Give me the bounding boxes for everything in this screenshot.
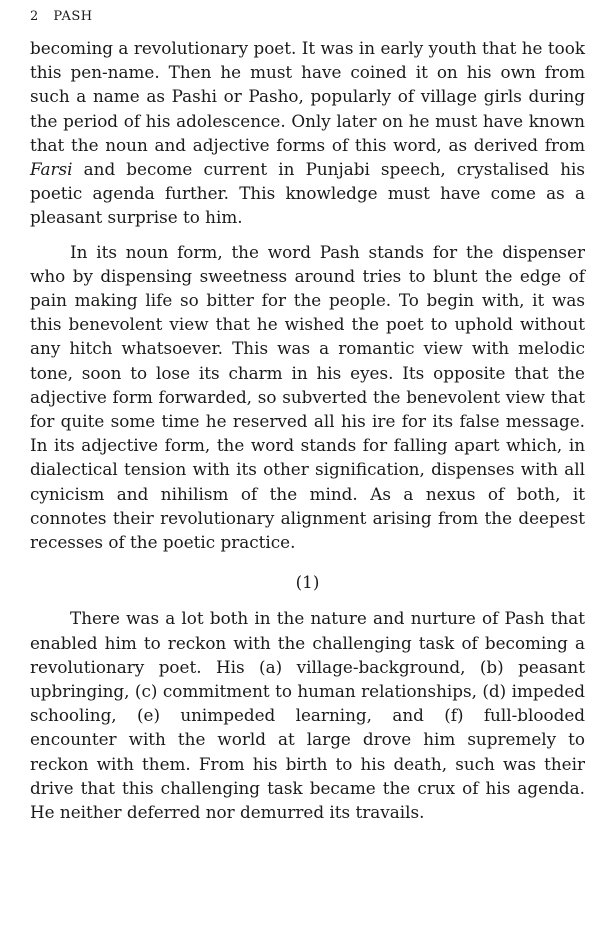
running-header	[30, 2, 585, 32]
emphasized-word: Farsi	[30, 159, 73, 180]
paragraph-noun-form: In its noun form, the word Pash stands for the dispenser who by dispensing sweetness around tries to blunt the edge of pain making life so bitter for the people. To begin with, it was this benevolent view that he wished the poet to uphold without any hitch whatsoever. This was a romantic view with melodic tone, soon to lose its charm in his eyes. Its opposite that the adjective form forwarded, so subverted the benevolent view that for quite some time he reserved all his ire for its false message. In its adjective form, the word stands for falling apart which, in dialectical tension with its other signification, dispenses with all cynicism and nihilism of the mind. As a nexus of both, it connotes their revolutionary alignment arising from the deepest recesses of the poetic practice.	[30, 241, 585, 553]
book-page	[30, 0, 585, 824]
paragraph-continuation	[30, 36, 585, 230]
running-title: PASH	[53, 9, 93, 24]
paragraph-text: and become current in Punjabi speech, crystalised his poetic agenda further. This knowledge must have come as a pleasant surprise to him.	[30, 159, 585, 228]
paragraph-nature-nurture: There was a lot both in the nature and nurture of Pash that enabled him to reckon with the challenging task of becoming a revolutionary poet. His (a) village-background, (b) peasant upbringing, (c) commitment to human relationships, (d) impeded schooling, (e) unimpeded learning, and (f) full-blooded encounter with the world at large drove him supremely to reckon with them. From his birth to his death, such was their drive that this challenging task became the crux of his agenda. He neither deferred nor demurred its travails.	[30, 608, 585, 823]
page-number: 2	[30, 9, 39, 24]
section-number: (1)	[295, 572, 320, 593]
paragraph-text: becoming a revolutionary poet. It was in early youth that he took this pen-name. Then he must have coined it on his own from such a name as Pashi or Pasho, popularly of village girls during the period of his adolescence. Only later on he must have known that the noun and adjective forms of this word, as derived from	[30, 38, 585, 155]
